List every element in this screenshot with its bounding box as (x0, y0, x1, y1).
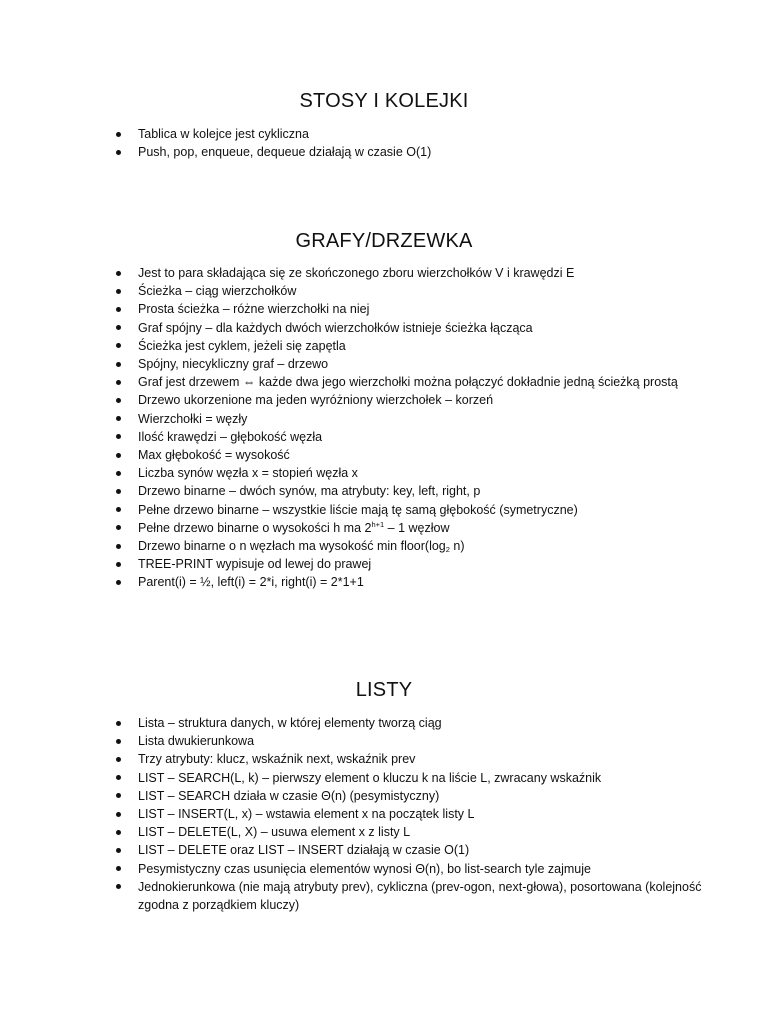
bullet-list (0, 264, 768, 592)
list-item: Tablica w kolejce jest cykliczna (0, 125, 768, 143)
list-item: Jest to para składająca się ze skończonego zboru wierzchołków V i krawędzi E (0, 264, 768, 282)
list-item: Jednokierunkowa (nie mają atrybuty prev), cykliczna (prev-ogon, next-głowa), posortowana (kolejność zgodna z porządkiem kluczy) (0, 878, 768, 914)
section-title: STOSY I KOLEJKI (299, 90, 469, 112)
list-item: Ścieżka jest cyklem, jeżeli się zapętla (0, 337, 768, 355)
bullet-list (0, 125, 768, 161)
list-item: Ścieżka – ciąg wierzchołków (0, 282, 768, 300)
list-item: Parent(i) = ½, left(i) = 2*i, right(i) = 2*1+1 (0, 573, 768, 591)
list-item: Liczba synów węzła x = stopień węzła x (0, 464, 768, 482)
list-item: LIST – INSERT(L, x) – wstawia element x na początek listy L (0, 805, 768, 823)
list-item-text: Drzewo binarne o n węzłach ma wysokość min floor(log (138, 539, 446, 554)
list-item-text: – 1 węzłow (384, 520, 450, 535)
list-item: Wierzchołki = węzły (0, 410, 768, 428)
bullet-list (0, 714, 768, 914)
list-item: Drzewo binarne – dwóch synów, ma atrybuty: key, left, right, p (0, 482, 768, 500)
list-item: Drzewo ukorzenione ma jeden wyróżniony wierzchołek – korzeń (0, 391, 768, 409)
section-stosy-i-kolejki (0, 88, 768, 161)
list-item: Prosta ścieżka – różne wierzchołki na niej (0, 300, 768, 318)
list-item: Pesymistyczny czas usunięcia elementów wynosi Θ(n), bo list-search tyle zajmuje (0, 860, 768, 878)
list-item: Pełne drzewo binarne – wszystkie liście mają tę samą głębokość (symetryczne) (0, 501, 768, 519)
list-item: Trzy atrybuty: klucz, wskaźnik next, wskaźnik prev (0, 750, 768, 768)
list-item: LIST – DELETE(L, X) – usuwa element x z listy L (0, 823, 768, 841)
section-title: GRAFY/DRZEWKA (295, 230, 473, 252)
list-item: Graf spójny – dla każdych dwóch wierzchołków istnieje ścieżka łącząca (0, 319, 768, 337)
section-grafy-drzewka (0, 228, 768, 592)
list-item: LIST – SEARCH(L, k) – pierwszy element o kluczu k na liście L, zwracany wskaźnik (0, 769, 768, 787)
list-item: Lista dwukierunkowa (0, 732, 768, 750)
list-item: LIST – DELETE oraz LIST – INSERT działają w czasie O(1) (0, 841, 768, 859)
section-title: LISTY (355, 679, 413, 701)
list-item: LIST – SEARCH działa w czasie Θ(n) (pesymistyczny) (0, 787, 768, 805)
list-item (0, 519, 768, 537)
list-item: Lista – struktura danych, w której elementy tworzą ciąg (0, 714, 768, 732)
superscript: h+1 (371, 519, 385, 529)
list-item: Spójny, niecykliczny graf – drzewo (0, 355, 768, 373)
list-item: Ilość krawędzi – głębokość węzła (0, 428, 768, 446)
list-item (0, 537, 768, 555)
subscript: 2 (445, 545, 450, 555)
list-item: Max głębokość = wysokość (0, 446, 768, 464)
list-item-text: n) (449, 539, 465, 554)
list-item: TREE-PRINT wypisuje od lewej do prawej (0, 555, 768, 573)
list-item: Graf jest drzewem ⇔ każde dwa jego wierzchołki można połączyć dokładnie jedną ścieżką prostą (0, 373, 768, 391)
section-listy (0, 677, 768, 914)
list-item-text: Pełne drzewo binarne o wysokości h ma 2 (138, 520, 372, 535)
list-item: Push, pop, enqueue, dequeue działają w czasie O(1) (0, 143, 768, 161)
